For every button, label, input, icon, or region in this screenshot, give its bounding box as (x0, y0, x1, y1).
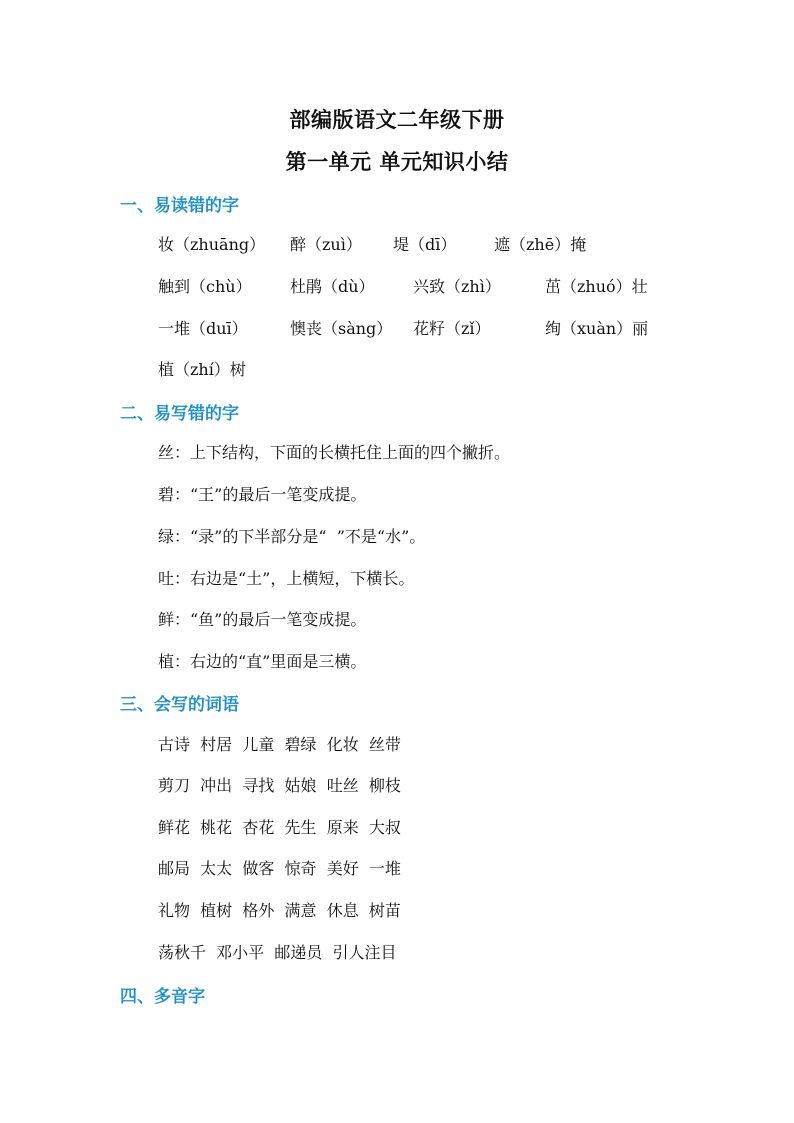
reading-item: 堤（dī） (393, 235, 457, 254)
reading-item: 遮（zhē）掩 (494, 235, 587, 254)
vocabulary-row: 礼物 植树 格外 满意 休息 树苗 (158, 901, 401, 920)
reading-item: 触到（chù） (158, 277, 252, 296)
reading-item: 杜鹃（dù） (290, 277, 375, 296)
vocabulary-row: 邮局 太太 做客 惊奇 美好 一堆 (158, 859, 401, 878)
writing-note: 丝：上下结构，下面的长横托住上面的四个撇折。 (158, 443, 511, 462)
reading-item: 兴致（zhì） (413, 277, 501, 296)
writing-note: 吐：右边是“土”，上横短，下横长。 (158, 569, 415, 588)
reading-item: 醉（zuì） (290, 235, 362, 254)
writing-note: 碧：“王”的最后一笔变成提。 (158, 485, 367, 504)
reading-item: 懊丧（sàng） (290, 319, 393, 338)
vocabulary-row: 剪刀 冲出 寻找 姑娘 吐丝 柳枝 (158, 776, 401, 795)
section-heading-misread: 一、易读错的字 (120, 196, 239, 216)
section-heading-vocabulary: 三、会写的词语 (120, 695, 239, 715)
writing-note: 植：右边的“直”里面是三横。 (158, 652, 367, 671)
reading-item: 绚（xuàn）丽 (545, 319, 649, 338)
document-subtitle: 第一单元 单元知识小结 (285, 149, 509, 174)
vocabulary-row: 鲜花 桃花 杏花 先生 原来 大叔 (158, 818, 401, 837)
reading-item: 妆（zhuāng） (158, 235, 266, 254)
document-title: 部编版语文二年级下册 (289, 107, 505, 132)
section-heading-polyphones: 四、多音字 (120, 987, 205, 1007)
vocabulary-row: 古诗 村居 儿童 碧绿 化妆 丝带 (158, 735, 401, 754)
vocabulary-row: 荡秋千 邓小平 邮递员 引人注目 (158, 943, 397, 962)
reading-item: 一堆（duī） (158, 319, 248, 338)
writing-note: 鲜：“鱼”的最后一笔变成提。 (158, 610, 367, 629)
reading-item: 茁（zhuó）壮 (545, 277, 648, 296)
section-heading-miswritten: 二、易写错的字 (120, 404, 239, 424)
reading-item: 花籽（zǐ） (413, 319, 491, 338)
writing-note: 绿：“录”的下半部分是“ ”不是“水”。 (158, 527, 426, 546)
reading-item: 植（zhí）树 (158, 360, 246, 379)
